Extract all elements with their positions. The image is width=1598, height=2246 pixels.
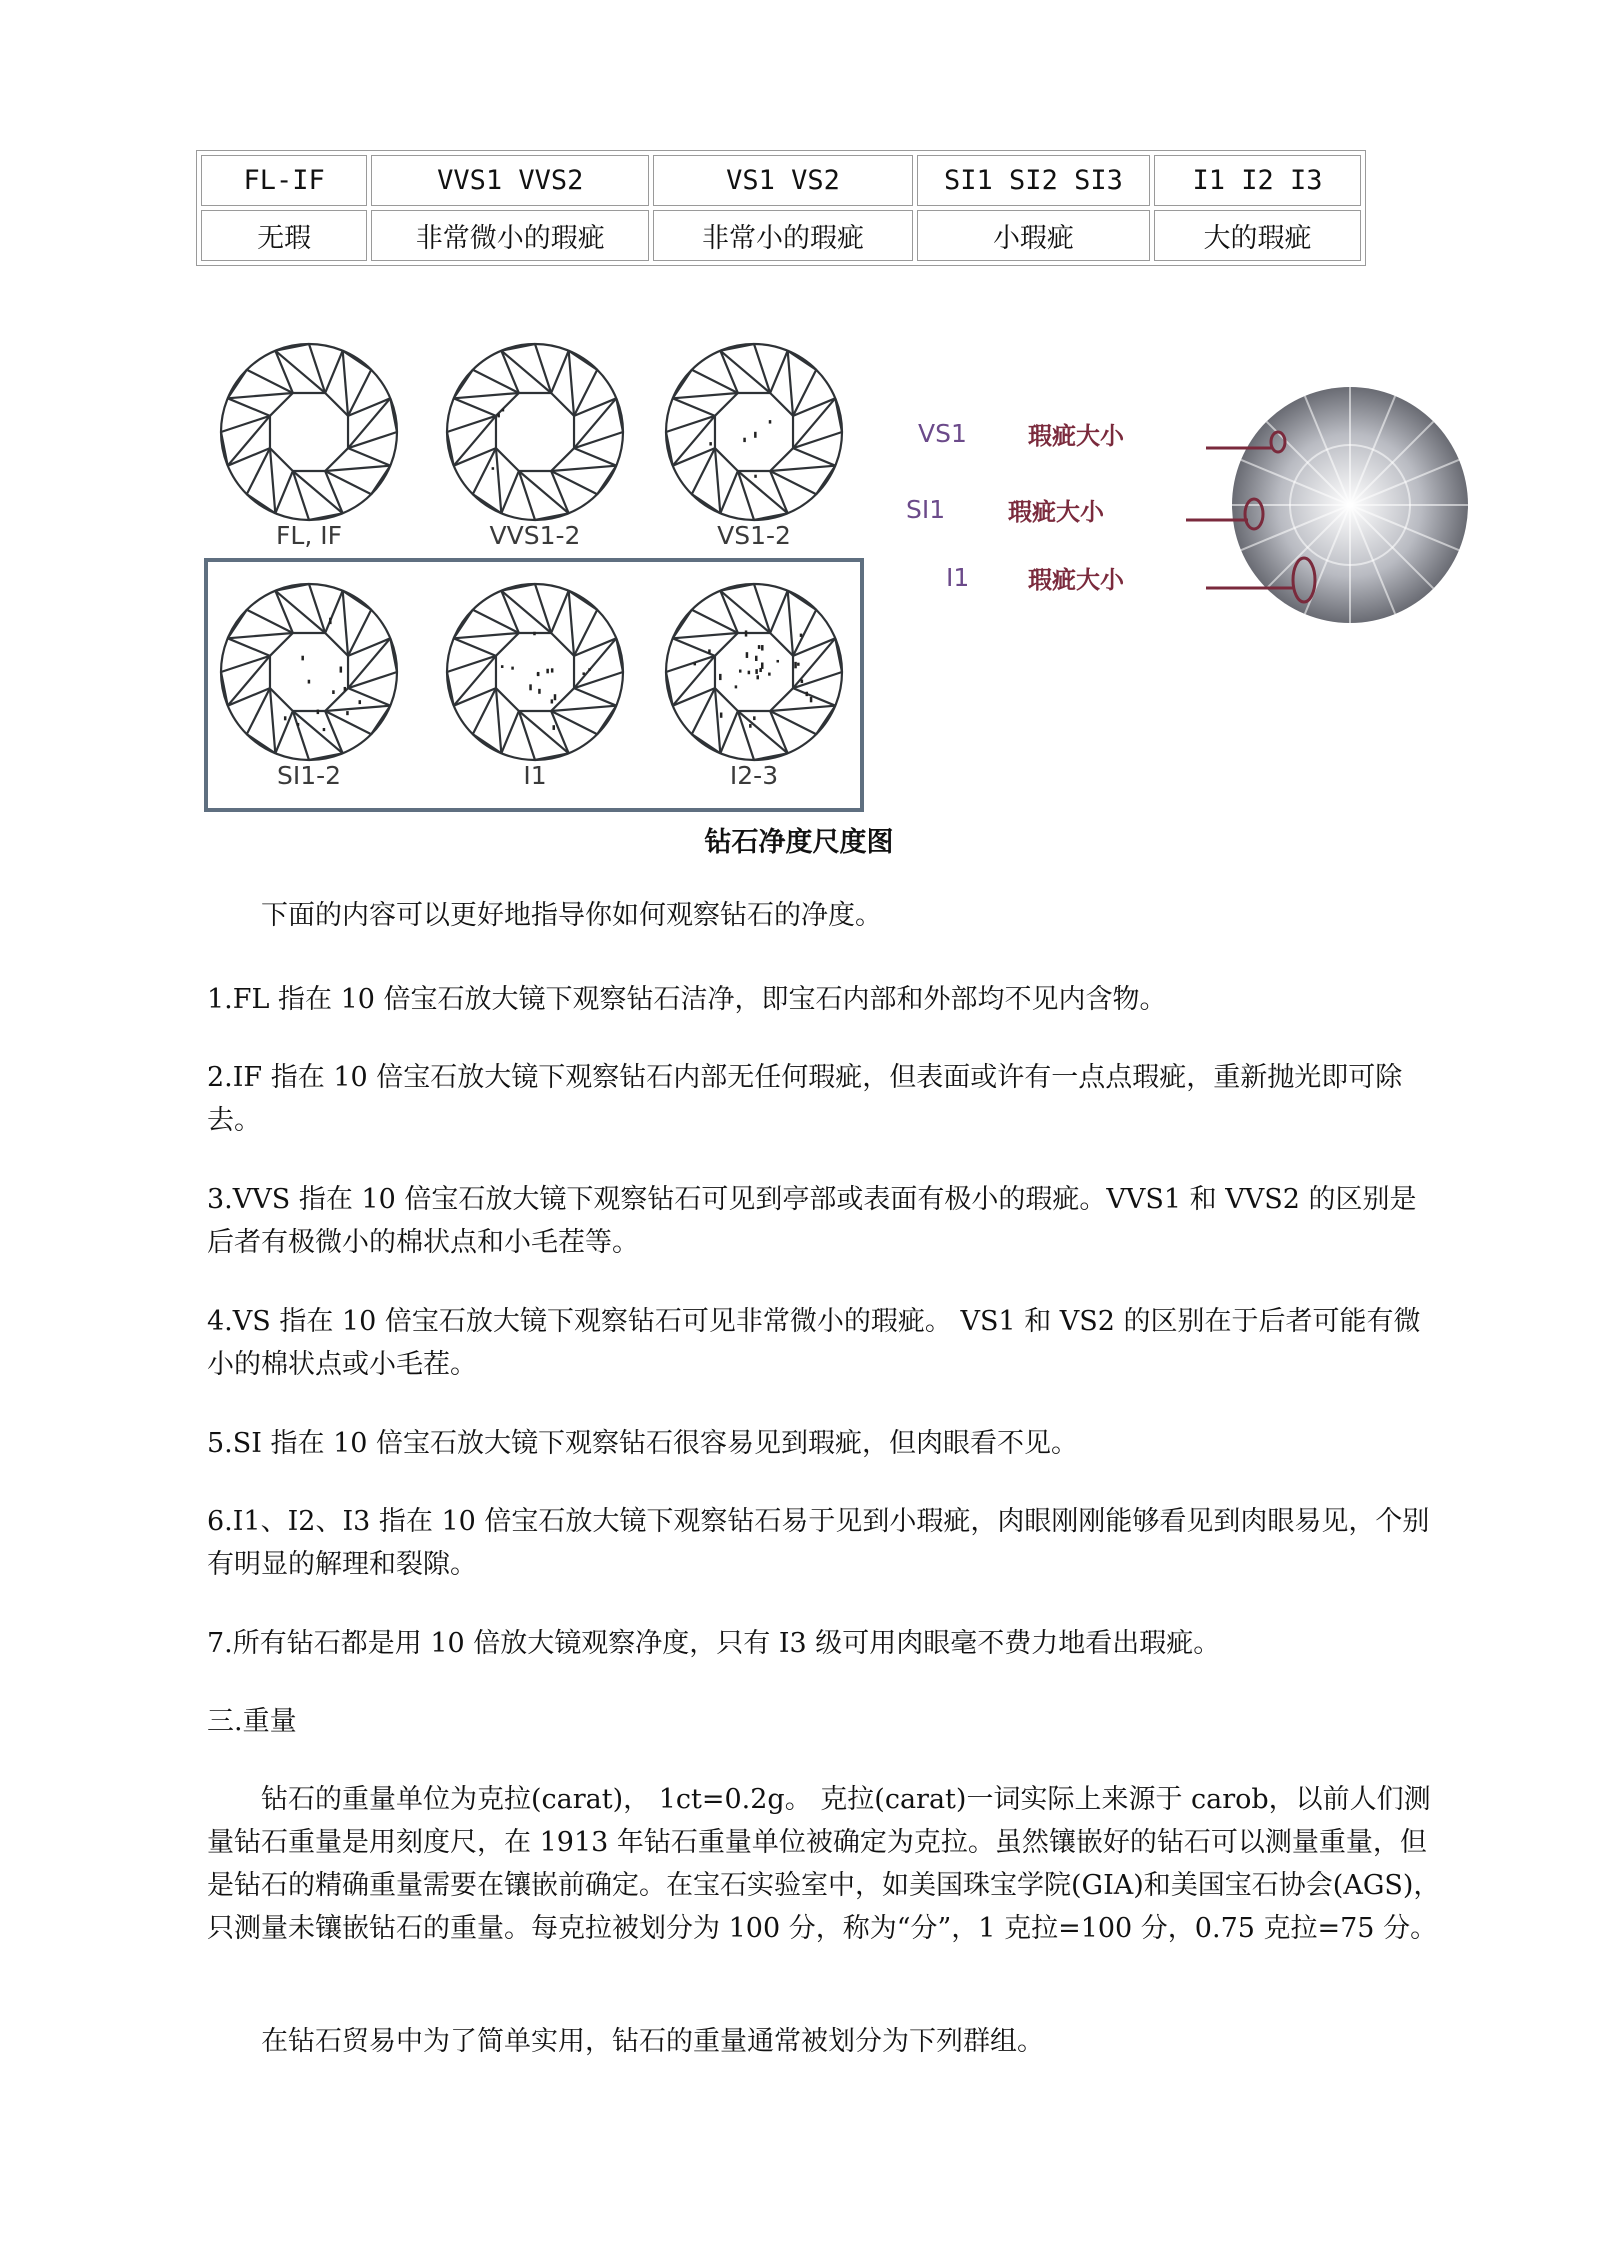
inclusion-speck xyxy=(346,711,349,715)
gem-diagrams xyxy=(221,344,842,760)
inclusion-speck xyxy=(797,663,800,666)
inclusion-speck xyxy=(743,438,746,442)
inclusion-speck xyxy=(694,662,697,665)
grade-row xyxy=(201,155,1361,206)
inclusion-speck xyxy=(284,716,287,720)
inclusion-speck xyxy=(761,645,764,650)
inclusion-speck xyxy=(759,668,762,672)
description-cell: 小瑕疵 xyxy=(917,210,1150,261)
inclusion-speck xyxy=(754,432,757,438)
inclusion-speck xyxy=(749,724,752,728)
description-cell: 非常微小的瑕疵 xyxy=(371,210,649,261)
inclusion-speck xyxy=(755,656,758,661)
inclusion-speck xyxy=(553,725,556,730)
weight-paragraph: 钻石的重量单位为克拉(carat)， 1ct=0.2g。 克拉(carat)一词实际上来源于 carob，以前人们测量钻石重量是用刻度尺，在 1913 年钻石重量单位被确定为克拉。虽然镶嵌好的钻石可以测量重量，但是钻石的精确重量需要在镶嵌前确定。在宝石实验室中，如美国珠宝学院(GIA)和美国宝石协会(AGS)，只测量未镶嵌钻石的重量。每克拉被划分为 100 分，称为“分”，1 克拉=100 分，0.75 克拉=75 分。 xyxy=(207,1784,1441,1944)
inclusion-speck xyxy=(753,716,756,720)
clarity-item-si: 5.SI 指在 10 倍宝石放大镜下观察钻石很容易见到瑕疵，但肉眼看不见。 xyxy=(207,1428,1079,1459)
inclusion-speck xyxy=(537,673,540,676)
section-heading-weight: 三.重量 xyxy=(207,1706,297,1737)
gem-label-i2-3: I2-3 xyxy=(729,761,779,790)
clarity-item-if: 2.IF 指在 10 倍宝石放大镜下观察钻石内部无任何瑕疵，但表面或许有一点点瑕疵，重新抛光即可除去。 xyxy=(207,1062,1403,1136)
inclusion-speck xyxy=(755,669,758,674)
inclusion-speck xyxy=(709,442,712,445)
inclusion-speck xyxy=(317,710,320,715)
inclusion-speck xyxy=(754,475,757,478)
grade-cell: VVS1 VVS2 xyxy=(371,155,649,206)
weight-groups-paragraph: 在钻石贸易中为了简单实用，钻石的重量通常被划分为下列群组。 xyxy=(261,2026,1044,2057)
clarity-scale-figure xyxy=(196,330,1468,814)
inclusion-speck xyxy=(546,669,549,674)
clarity-item-fl: 1.FL 指在 10 倍宝石放大镜下观察钻石洁净，即宝石内部和外部均不见内含物。 xyxy=(207,984,1167,1015)
inclusion-speck xyxy=(739,670,742,673)
clarity-item-vvs: 3.VVS 指在 10 倍宝石放大镜下观察钻石可见到亭部或表面有极小的瑕疵。VVS1 和 VVS2 的区别是后者有极微小的棉状点和小毛茬等。 xyxy=(207,1184,1417,1258)
inclusion-speck xyxy=(588,668,591,671)
inclusion-speck xyxy=(551,699,554,703)
inclusion-speck xyxy=(329,618,332,624)
inclusion-size-label: 瑕疵大小 xyxy=(1008,498,1104,526)
inclusion-speck xyxy=(533,632,536,635)
inclusion-speck xyxy=(344,687,347,691)
description-cell: 无瑕 xyxy=(201,210,367,261)
inclusion-speck xyxy=(758,645,761,649)
clarity-item-vs: 4.VS 指在 10 倍宝石放大镜下观察钻石可见非常微小的瑕疵。 VS1 和 VS2 的区别在于后者可能有微小的棉状点或小毛茬。 xyxy=(207,1306,1421,1380)
gem-diagram xyxy=(447,344,623,520)
inclusion-speck xyxy=(538,689,541,694)
inclusion-speck xyxy=(340,667,343,673)
inclusion-speck xyxy=(748,671,751,675)
inclusion-speck xyxy=(745,630,748,636)
gem-label-vs: VS1-2 xyxy=(717,521,791,550)
inclusion-speck xyxy=(332,690,335,694)
inclusion-size-label: 瑕疵大小 xyxy=(1028,566,1124,594)
gem-label-si: SI1-2 xyxy=(276,761,342,790)
inclusion-speck xyxy=(810,697,813,702)
inclusion-speck xyxy=(359,700,362,704)
figure-caption: 钻石净度尺度图 xyxy=(704,827,894,858)
inclusion-speck xyxy=(511,667,514,670)
description-cell: 非常小的瑕疵 xyxy=(653,210,913,261)
inclusion-speck xyxy=(297,723,300,726)
inclusion-speck xyxy=(497,414,500,418)
inclusion-speck xyxy=(502,409,505,412)
inclusion-speck xyxy=(746,652,749,658)
gem-diagram xyxy=(666,344,842,520)
gem-diagram xyxy=(447,584,623,760)
inclusion-speck xyxy=(720,713,723,718)
inclusion-speck xyxy=(582,672,585,675)
inclusion-speck xyxy=(323,728,326,731)
inclusion-grade-si1: SI1 xyxy=(906,495,946,524)
description-cell: 大的瑕疵 xyxy=(1154,210,1361,261)
inclusion-speck xyxy=(801,679,804,683)
inclusion-grade-i1: I1 xyxy=(946,563,970,592)
inclusion-speck xyxy=(800,634,803,637)
clarity-item-all: 7.所有钻石都是用 10 倍放大镜观察净度，只有 I3 级可用肉眼毫不费力地看出瑕疵。 xyxy=(207,1628,1221,1659)
grade-cell: SI1 SI2 SI3 xyxy=(917,155,1150,206)
inclusion-speck xyxy=(301,656,304,661)
inclusion-speck xyxy=(551,668,554,672)
inclusion-speck xyxy=(794,662,797,668)
inclusion-speck xyxy=(806,692,809,696)
inclusion-speck xyxy=(735,685,738,688)
description-row xyxy=(201,210,1361,261)
inclusion-speck xyxy=(769,420,772,423)
gem-label-fl-if: FL, IF xyxy=(276,521,342,550)
gem-diagram xyxy=(666,584,842,760)
inclusion-speck xyxy=(501,665,504,668)
gem-diagram xyxy=(221,344,397,520)
inclusion-grade-vs1: VS1 xyxy=(918,419,967,448)
clarity-grade-table xyxy=(196,150,1366,266)
gem-diagram xyxy=(221,584,397,760)
inclusion-speck xyxy=(492,467,495,470)
inclusion-speck xyxy=(777,660,780,663)
inclusion-speck xyxy=(756,675,759,679)
grade-cell: I1 I2 I3 xyxy=(1154,155,1361,206)
inclusion-speck xyxy=(719,674,722,680)
inclusion-size-label: 瑕疵大小 xyxy=(1028,422,1124,450)
inclusion-speck xyxy=(768,673,771,676)
gem-label-vvs: VVS1-2 xyxy=(489,521,581,550)
clarity-item-i: 6.I1、I2、I3 指在 10 倍宝石放大镜下观察钻石易于见到小瑕疵，肉眼刚刚能够看见到肉眼易见，个别有明显的解理和裂隙。 xyxy=(207,1506,1430,1580)
grade-cell: FL-IF xyxy=(201,155,367,206)
inclusion-speck xyxy=(308,680,311,684)
grade-cell: VS1 VS2 xyxy=(653,155,913,206)
inclusion-speck xyxy=(708,649,711,653)
intro-paragraph: 下面的内容可以更好地指导你如何观察钻石的净度。 xyxy=(261,900,882,931)
gem-label-i1: I1 xyxy=(523,761,547,790)
inclusion-speck xyxy=(554,694,557,700)
inclusion-speck xyxy=(529,684,532,690)
